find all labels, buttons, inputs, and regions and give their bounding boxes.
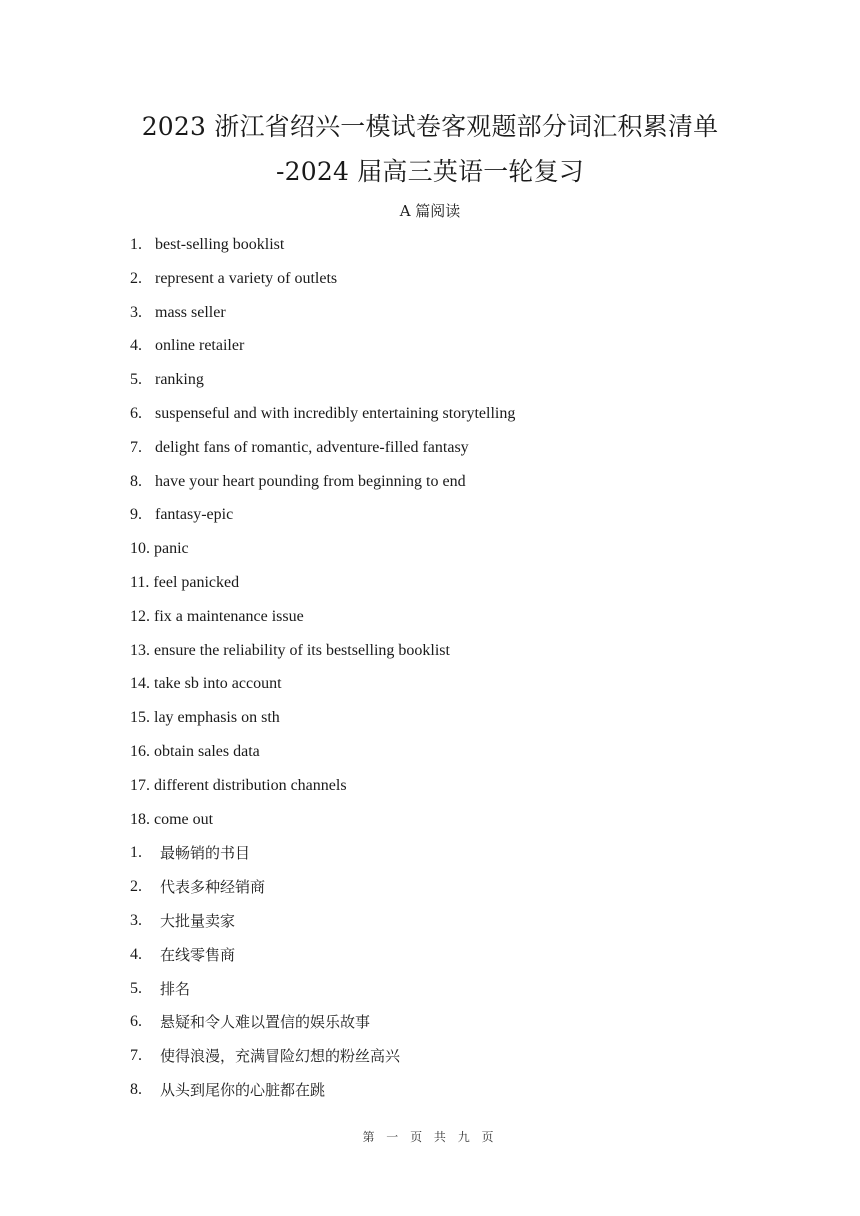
list-item xyxy=(130,874,515,908)
list-item xyxy=(130,705,515,739)
item-text: ensure the reliability of its bestselling booklist xyxy=(154,641,450,659)
list-item xyxy=(130,739,515,773)
item-number: 13. xyxy=(130,641,150,659)
item-text: fantasy-epic xyxy=(155,506,234,524)
item-text: lay emphasis on sth xyxy=(154,709,280,727)
list-item xyxy=(130,401,515,435)
item-number: 4. xyxy=(130,945,142,963)
item-text: have your heart pounding from beginning to end xyxy=(155,472,466,490)
item-number: 3. xyxy=(130,911,142,929)
item-number: 12. xyxy=(130,607,150,625)
item-number: 10. xyxy=(130,540,150,558)
item-text: different distribution channels xyxy=(154,776,347,794)
item-text: best-selling booklist xyxy=(155,236,285,253)
item-number: 2. xyxy=(130,269,142,287)
item-text: come out xyxy=(154,810,214,828)
item-text: fix a maintenance issue xyxy=(154,607,304,625)
item-text: ranking xyxy=(155,371,204,389)
list-item xyxy=(130,773,515,807)
item-number: 15. xyxy=(130,709,150,727)
list-item xyxy=(130,908,515,942)
item-text: obtain sales data xyxy=(154,742,260,760)
section-heading: A 篇阅读 xyxy=(399,202,461,220)
list-item xyxy=(130,367,515,401)
list-item xyxy=(130,604,515,638)
vocabulary-list xyxy=(130,232,515,1111)
item-text: take sb into account xyxy=(154,675,282,693)
item-number: 14. xyxy=(130,675,150,693)
item-number: 16. xyxy=(130,742,150,760)
list-item xyxy=(130,232,515,266)
item-text: 使得浪漫，充满冒险幻想的粉丝高兴 xyxy=(160,1047,401,1066)
item-number: 9. xyxy=(130,506,142,524)
list-item xyxy=(130,536,515,570)
item-text: delight fans of romantic, adventure-filled fantasy xyxy=(155,438,469,456)
list-item xyxy=(130,638,515,672)
item-text: online retailer xyxy=(155,337,245,355)
item-number: 5. xyxy=(130,371,142,389)
item-number: 7. xyxy=(130,1047,142,1065)
document-title-line-2: -2024 届高三英语一轮复习 xyxy=(275,157,585,186)
document-title-line-1: 2023 浙江省绍兴一模试卷客观题部分词汇积累清单 xyxy=(141,112,719,141)
item-number: 18. xyxy=(130,810,150,828)
item-text: mass seller xyxy=(155,303,226,321)
list-item xyxy=(130,671,515,705)
list-item xyxy=(130,942,515,976)
item-text: panic xyxy=(154,540,189,558)
item-text: 在线零售商 xyxy=(160,945,236,964)
list-item xyxy=(130,976,515,1010)
item-number: 6. xyxy=(130,404,142,422)
list-item xyxy=(130,570,515,604)
list-item xyxy=(130,266,515,300)
item-number: 6. xyxy=(130,1013,142,1031)
item-text: feel panicked xyxy=(153,573,240,591)
item-number: 4. xyxy=(130,337,142,355)
item-text: 大批量卖家 xyxy=(160,911,236,930)
item-text: 代表多种经销商 xyxy=(160,878,266,897)
item-number: 1. xyxy=(130,844,142,862)
list-item xyxy=(130,435,515,469)
item-text: 从头到尾你的心脏都在跳 xyxy=(160,1080,326,1099)
list-item xyxy=(130,300,515,334)
item-number: 2. xyxy=(130,878,142,896)
list-item xyxy=(130,502,515,536)
item-number: 17. xyxy=(130,776,150,794)
item-text: represent a variety of outlets xyxy=(155,269,338,287)
list-item xyxy=(130,1043,515,1077)
item-number: 8. xyxy=(130,472,142,490)
page-footer: 第 一 页 共 九 页 xyxy=(362,1130,498,1144)
list-item xyxy=(130,807,515,841)
item-number: 11. xyxy=(130,573,150,591)
list-item xyxy=(130,1009,515,1043)
item-text: 最畅销的书目 xyxy=(160,844,251,863)
list-item xyxy=(130,840,515,874)
item-number: 3. xyxy=(130,303,142,321)
item-text: 悬疑和令人难以置信的娱乐故事 xyxy=(160,1013,371,1032)
list-item xyxy=(130,469,515,503)
item-number: 1. xyxy=(130,236,142,253)
item-number: 7. xyxy=(130,438,142,456)
item-text: 排名 xyxy=(160,979,191,998)
list-item xyxy=(130,333,515,367)
item-number: 8. xyxy=(130,1080,142,1098)
item-text: suspenseful and with incredibly entertaining storytelling xyxy=(155,404,516,422)
item-number: 5. xyxy=(130,979,142,997)
list-item xyxy=(130,1077,515,1111)
